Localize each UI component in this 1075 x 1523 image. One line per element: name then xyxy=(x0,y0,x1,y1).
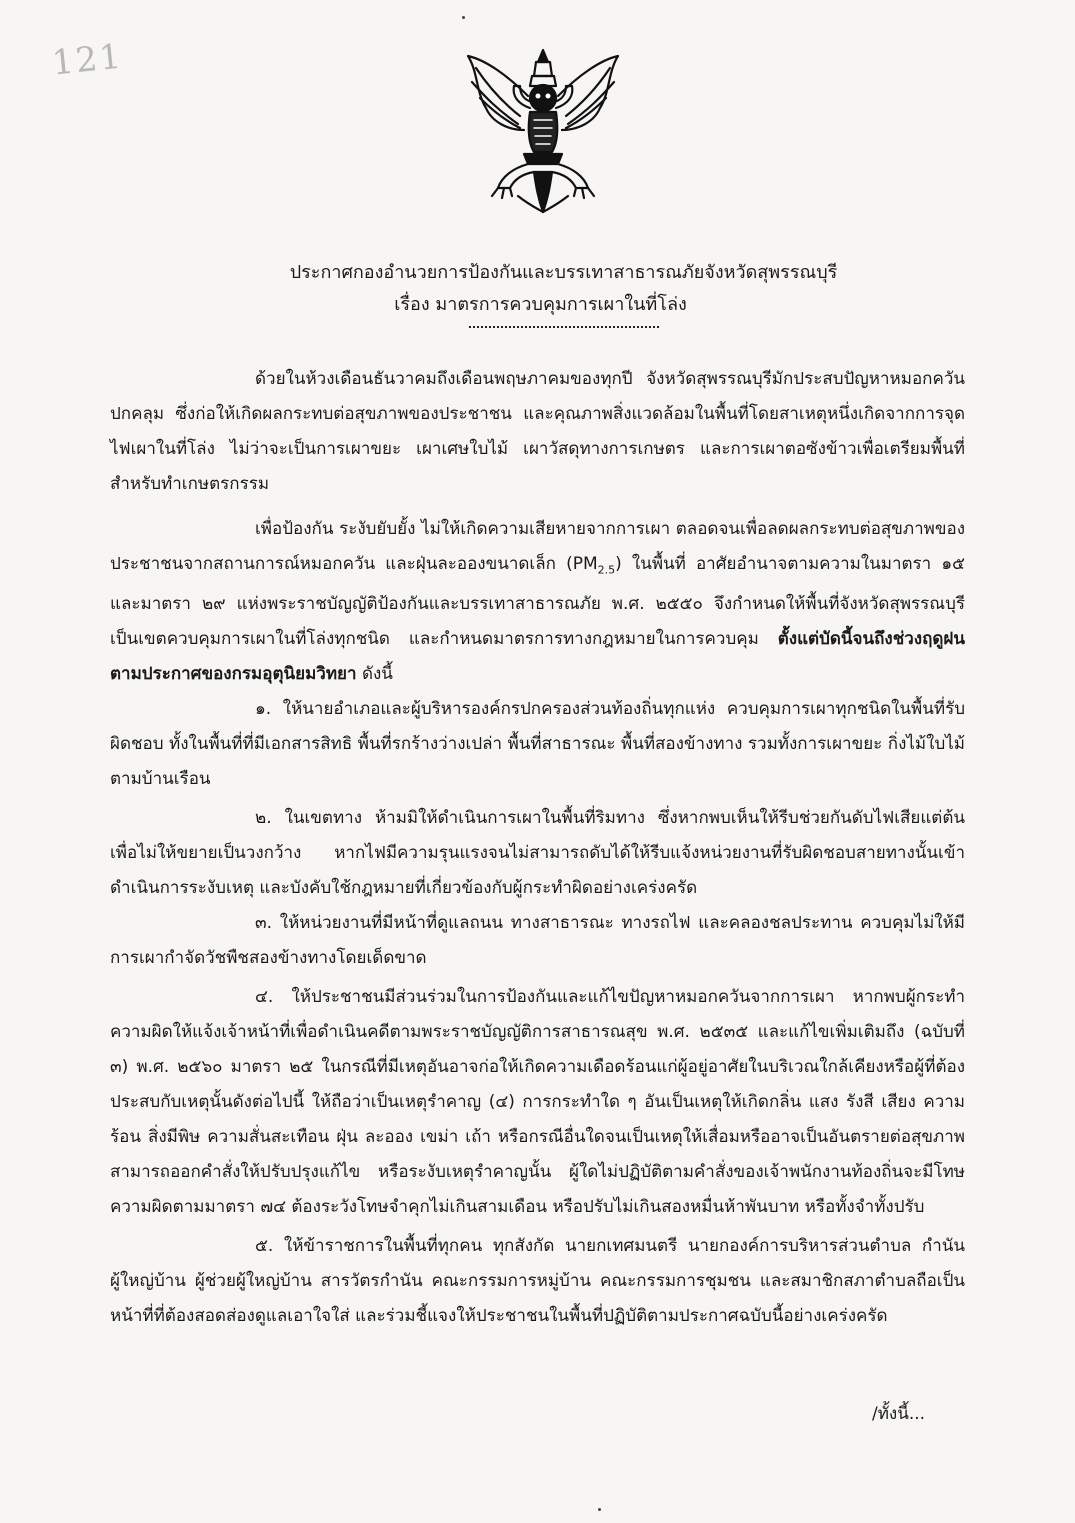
measure-item-2: ๒. ในเขตทาง ห้ามมิให้ดำเนินการเผาในพื้นที่ริมทาง ซึ่งหากพบเห็นให้รีบช่วยกันดับไฟเสียแต่ต้นเพื่อไม่ให้ขยายเป็นวงกว้าง หากไฟมีความรุนแรงจนไม่สามารถดับได้ให้รีบแจ้งหน่วยงานที่รับผิดชอบสายทางนั้นเข้าดำเนินการระงับเหตุ และบังคับใช้กฎหมายที่เกี่ยวข้องกับผู้กระทำผิดอย่างเคร่งครัด xyxy=(110,808,965,899)
dotted-separator xyxy=(469,326,659,328)
handwritten-page-number: 121 xyxy=(50,36,125,84)
announcement-body xyxy=(110,362,965,1334)
measure-item-3: ๓. ให้หน่วยงานที่มีหน้าที่ดูแลถนน ทางสาธารณะ ทางรถไฟ และคลองชลประทาน ควบคุมไม่ให้มีการเผากำจัดวัชพืชสองข้างทางโดยเด็ดขาด xyxy=(110,913,965,969)
announcement-header xyxy=(0,257,1075,321)
page-continuation: /ทั้งนี้... xyxy=(872,1404,926,1424)
purpose-text-mid: ) ในพื้นที่ อาศัยอำนาจตามความในมาตรา ๑๕ และมาตรา ๒๙ แห่งพระราชบัญญัติป้องกันและบรรเทาสาธารณภัย พ.ศ. ๒๕๕๐ จึงกำหนดให้พื้นที่จังหวัดสุพรรณบุรีเป็นเขตควบคุมการเผาในที่โล่งทุกชนิด และกำหนดมาตรการทางกฎหมายในการควบคุม xyxy=(110,554,965,650)
scan-speck xyxy=(598,1508,601,1511)
measure-item-5: ๕. ให้ข้าราชการในพื้นที่ทุกคน ทุกสังกัด นายกเทศมนตรี นายกองค์การบริหารส่วนตำบล กำนัน ผู้ใหญ่บ้าน ผู้ช่วยผู้ใหญ่บ้าน สารวัตรกำนัน คณะกรรมการหมู่บ้าน คณะกรรมการชุมชน และสมาชิกสภาตำบลถือเป็นหน้าที่ที่ต้องสอดส่องดูแลเอาใจใส่ และร่วมชี้แจงให้ประชาชนในพื้นที่ปฏิบัติตามประกาศฉบับนี้อย่างเคร่งครัด xyxy=(110,1236,965,1327)
pm-subscript: 2.5 xyxy=(597,563,616,577)
measure-item-1: ๑. ให้นายอำเภอและผู้บริหารองค์กรปกครองส่วนท้องถิ่นทุกแห่ง ควบคุมการเผาทุกชนิดในพื้นที่รับผิดชอบ ทั้งในพื้นที่ที่มีเอกสารสิทธิ พื้นที่รกร้างว่างเปล่า พื้นที่สาธารณะ พื้นที่สองข้างทาง รวมทั้งการเผาขยะ กิ่งไม้ใบไม้ตามบ้านเรือน xyxy=(110,699,965,790)
announcement-subject: เรื่อง มาตรการควบคุมการเผาในที่โล่ง xyxy=(394,294,687,315)
purpose-text-end: ดังนี้ xyxy=(356,664,393,685)
scan-speck xyxy=(462,16,465,19)
purpose-paragraph xyxy=(110,512,965,692)
purpose-bold-clause: ตั้งแต่บัดนี้จนถึงช่วงฤดูฝนตามประกาศของกรมอุตุนิยมวิทยา xyxy=(110,629,965,685)
garuda-emblem xyxy=(458,46,628,218)
purpose-text-start: เพื่อป้องกัน ระงับยับยั้ง ไม่ให้เกิดความเสียหายจากการเผา ตลอดจนเพื่อลดผลกระทบต่อสุขภาพของประชาชนจากสถานการณ์หมอกควัน และฝุ่นละอองขนาดเล็ก (PM xyxy=(110,519,965,574)
announcement-title: ประกาศกองอำนวยการป้องกันและบรรเทาสาธารณภัยจังหวัดสุพรรณบุรี xyxy=(289,262,838,283)
measure-item-4: ๔. ให้ประชาชนมีส่วนร่วมในการป้องกันและแก้ไขปัญหาหมอกควันจากการเผา หากพบผู้กระทำความผิดให้แจ้งเจ้าหน้าที่เพื่อดำเนินคดีตามพระราชบัญญัติการสาธารณสุข พ.ศ. ๒๕๓๕ และแก้ไขเพิ่มเติมถึง (ฉบับที่ ๓) พ.ศ. ๒๕๖๐ มาตรา ๒๕ ในกรณีที่มีเหตุอันอาจก่อให้เกิดความเดือดร้อนแก่ผู้อยู่อาศัยในบริเวณใกล้เคียงหรือผู้ที่ต้องประสบกับเหตุนั้นดังต่อไปนี้ ให้ถือว่าเป็นเหตุรำคาญ (๔) การกระทำใด ๆ อันเป็นเหตุให้เกิดกลิ่น แสง รังสี เสียง ความร้อน สิ่งมีพิษ ความสั่นสะเทือน ฝุ่น ละออง เขม่า เถ้า หรือกรณีอื่นใดจนเป็นเหตุให้เสื่อมหรืออาจเป็นอันตรายต่อสุขภาพ สามารถออกคำสั่งให้ปรับปรุงแก้ไข หรือระงับเหตุรำคาญนั้น ผู้ใดไม่ปฏิบัติตามคำสั่งของเจ้าพนักงานท้องถิ่นจะมีโทษความผิดตามมาตรา ๗๔ ต้องระวังโทษจำคุกไม่เกินสามเดือน หรือปรับไม่เกินสองหมื่นห้าพันบาท หรือทั้งจำทั้งปรับ xyxy=(110,987,965,1218)
intro-paragraph: ด้วยในห้วงเดือนธันวาคมถึงเดือนพฤษภาคมของทุกปี จังหวัดสุพรรณบุรีมักประสบปัญหาหมอกควันปกคลุม ซึ่งก่อให้เกิดผลกระทบต่อสุขภาพของประชาชน และคุณภาพสิ่งแวดล้อมในพื้นที่โดยสาเหตุหนึ่งเกิดจากการจุดไฟเผาในที่โล่ง ไม่ว่าจะเป็นการเผาขยะ เผาเศษใบไม้ เผาวัสดุทางการเกษตร และการเผาตอซังข้าวเพื่อเตรียมพื้นที่สำหรับทำเกษตรกรรม xyxy=(110,369,965,494)
